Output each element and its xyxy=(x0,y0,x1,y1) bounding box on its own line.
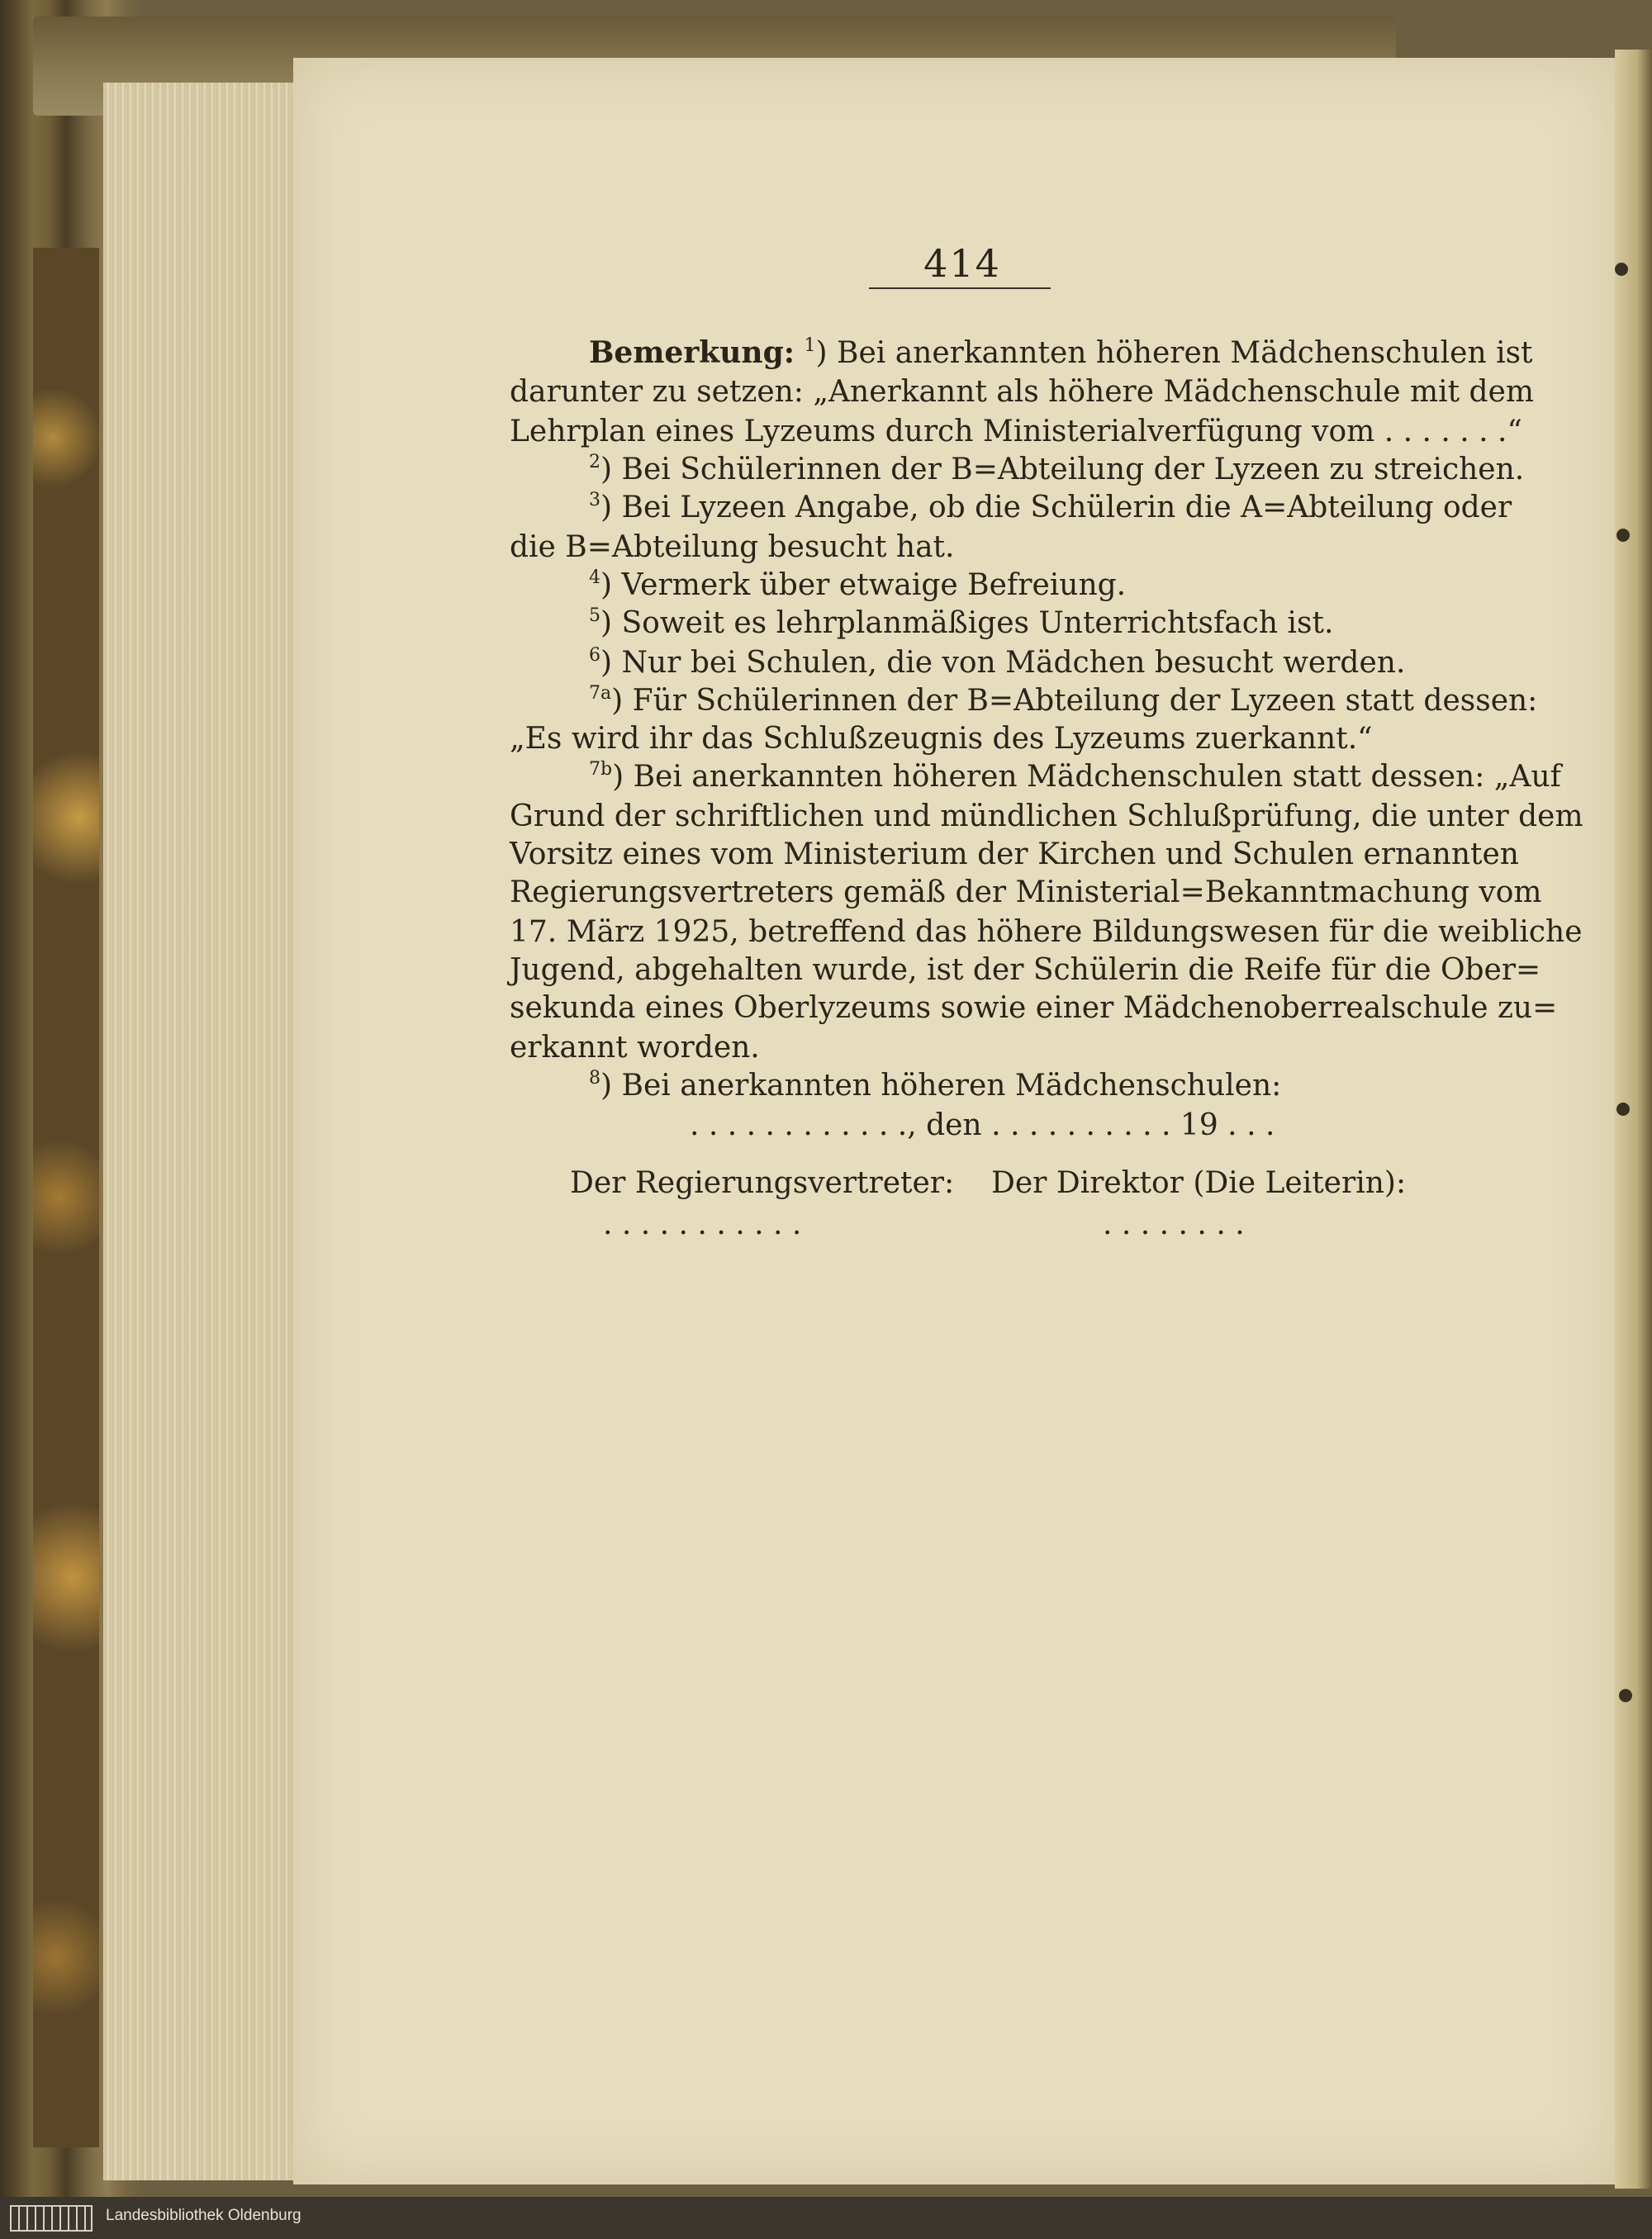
remark-text: ) Bei Schülerinnen der B=Abteilung der Lyzeen zu streichen. xyxy=(601,453,1525,486)
footnote-marker: 4 xyxy=(589,567,601,588)
remark-line-4 xyxy=(589,451,1525,489)
remark-line-15: Regierungsvertreters gemäß der Ministerial=Bekanntmachung vom xyxy=(510,875,1542,909)
remark-line-9 xyxy=(589,644,1412,682)
remark-heading: Bemerkung: xyxy=(589,335,795,370)
remark-text: ) Bei anerkannten höheren Mädchenschulen statt dessen: „Auf xyxy=(612,760,1561,794)
footnote-marker: 8 xyxy=(589,1068,601,1089)
footnote-marker: 6 xyxy=(589,645,601,666)
signature-right-title: Der Direktor (Die Leiterin): xyxy=(991,1166,1407,1200)
page-number: 414 xyxy=(923,241,1001,286)
remark-line-2: darunter zu setzen: „Anerkannt als höhere Mädchenschule mit dem xyxy=(510,375,1535,409)
remark-line-8 xyxy=(589,605,1412,643)
remark-line-10 xyxy=(589,682,1538,720)
remark-line-3: Lehrplan eines Lyzeums durch Ministerialverfügung vom . . . . . . .“ xyxy=(510,415,1522,448)
footnote-marker: 1 xyxy=(804,335,816,356)
remark-line-6: die B=Abteilung besucht hat. xyxy=(510,530,955,564)
remark-text: ) Bei anerkannten höheren Mädchenschulen: xyxy=(601,1069,1282,1103)
remark-text: ) Nur bei Schulen, die von Mädchen besucht werden. xyxy=(601,646,1406,680)
remark-line-18: sekunda eines Oberlyzeums sowie einer Mädchenoberrealschule zu= xyxy=(510,991,1558,1025)
remark-line-19: erkannt worden. xyxy=(510,1031,760,1065)
signature-left-title: Der Regierungsvertreter: xyxy=(570,1166,955,1200)
remark-line-14: Vorsitz eines vom Ministerium der Kirchen und Schulen ernannten xyxy=(510,837,1519,871)
remark-line-17: Jugend, abgehalten wurde, ist der Schülerin die Reife für die Ober= xyxy=(510,953,1541,987)
footer-bar xyxy=(0,2197,1652,2239)
remark-line-5 xyxy=(589,489,1512,527)
footnote-marker: 7b xyxy=(589,759,613,780)
signature-left-dots: . . . . . . . . . . . xyxy=(603,1207,802,1241)
remark-line-11: „Es wird ihr das Schlußzeugnis des Lyzeums zuerkannt.“ xyxy=(510,722,1373,756)
remark-text: ) Bei anerkannten höheren Mädchenschulen ist xyxy=(815,336,1533,370)
remark-text: ) Für Schülerinnen der B=Abteilung der Lyzeen statt dessen: xyxy=(611,684,1538,718)
remark-text: ) Soweit es lehrplanmäßiges Unterrichtsfach ist. xyxy=(601,606,1334,640)
remark-line-1 xyxy=(589,334,1533,372)
remark-text: ) Bei Lyzeen Angabe, ob die Schülerin die A=Abteilung oder xyxy=(601,491,1512,524)
remark-line-20 xyxy=(589,1067,1412,1105)
remark-line-7 xyxy=(589,567,1412,605)
page-number-rule xyxy=(869,287,1051,289)
library-logo-icon xyxy=(10,2205,93,2232)
date-line: . . . . . . . . . . . ., den . . . . . . . . . . 19 . . . xyxy=(690,1108,1275,1142)
remark-line-12 xyxy=(589,758,1561,796)
footnote-marker: 2 xyxy=(589,452,601,472)
library-name: Landesbibliothek Oldenburg xyxy=(106,2207,301,2224)
footnote-marker: 5 xyxy=(589,605,601,626)
remark-line-16: 17. März 1925, betreffend das höhere Bildungswesen für die weibliche xyxy=(510,915,1583,949)
remark-line-13: Grund der schriftlichen und mündlichen Schlußprüfung, die unter dem xyxy=(510,799,1583,833)
footnote-marker: 3 xyxy=(589,490,601,510)
signature-right-dots: . . . . . . . . xyxy=(1103,1207,1245,1241)
remark-text: ) Vermerk über etwaige Befreiung. xyxy=(601,568,1127,602)
footnote-marker: 7a xyxy=(589,683,612,704)
